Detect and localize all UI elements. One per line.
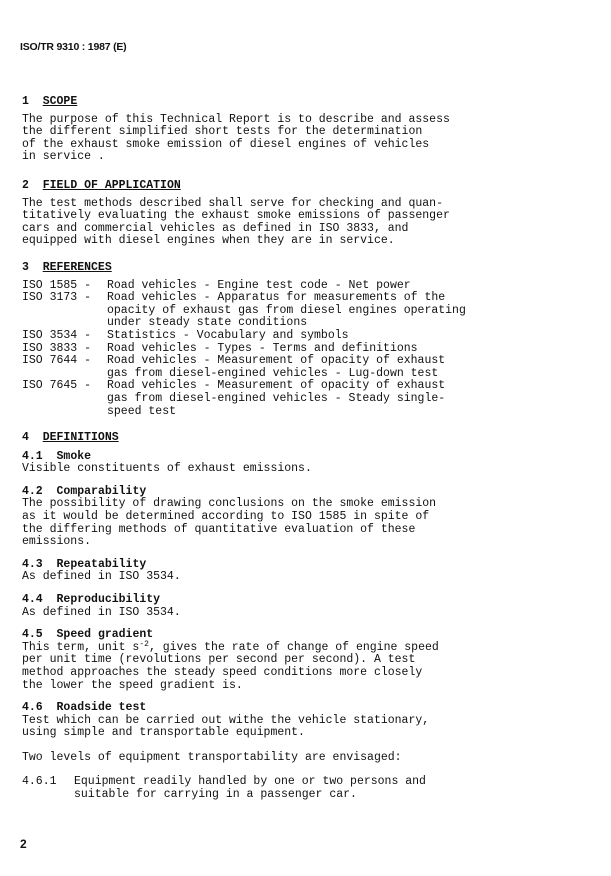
definition-4-6 [22, 702, 602, 740]
reference-code: ISO 7645 - [22, 379, 92, 393]
text-line: Two levels of equipment transportability are envisaged: [22, 750, 402, 764]
section-heading: 1 SCOPE [22, 95, 78, 108]
text-line: As defined in ISO 3534. [22, 570, 181, 584]
definition-heading: 4.2 Comparability [22, 484, 147, 498]
reference-code: ISO 1585 - [22, 278, 92, 292]
reference-code: ISO 3173 - [22, 291, 92, 305]
text-line: titatively evaluating the exhaust smoke emissions of passenger [22, 209, 450, 223]
reference-title: Road vehicles - Types - Terms and definitions [107, 341, 418, 355]
text-line: Equipment readily handled by one or two persons and [74, 775, 426, 789]
text-line: the lower the speed gradient is. [22, 678, 243, 692]
text-line: This term, unit $s^{-2}$, gives the rate of change of engine speed [22, 639, 439, 654]
text-line: the differing methods of quantitative evaluation of these [22, 522, 416, 536]
reference-entry [22, 380, 602, 418]
text-line: Visible constituents of exhaust emissions. [22, 462, 312, 476]
section-heading: 3 REFERENCES [22, 261, 112, 274]
reference-title: under steady state conditions [107, 316, 308, 330]
definition-heading: 4.6 Roadside test [22, 701, 147, 715]
definition-4-5 [22, 629, 602, 692]
definition-4-2 [22, 486, 602, 549]
text-line: the different simplified short tests for the determination [22, 125, 423, 139]
clause-number: 4.6.1 [22, 775, 57, 789]
definition-heading: 4.1 Smoke [22, 449, 92, 463]
reference-entry [22, 355, 602, 380]
definition-4-4 [22, 594, 602, 619]
text-line: of the exhaust smoke emission of diesel engines of vehicles [22, 137, 430, 151]
reference-title: Road vehicles - Measurement of opacity of exhaust [107, 354, 446, 368]
text-line: as it would be determined according to ISO 1585 in spite of [22, 509, 430, 523]
definition-heading: 4.5 Speed gradient [22, 628, 154, 642]
text-line: per unit time (revolutions per second per second). A test [22, 653, 416, 667]
reference-title: Road vehicles - Measurement of opacity of exhaust [107, 379, 446, 393]
text-line: cars and commercial vehicles as defined in ISO 3833, and [22, 221, 409, 235]
text-line: suitable for carrying in a passenger car. [74, 788, 357, 802]
text-line: Test which can be carried out withe the vehicle stationary, [22, 713, 430, 727]
section-scope [22, 96, 602, 164]
definition-heading: 4.3 Repeatability [22, 557, 147, 571]
section-field-of-application [22, 180, 602, 248]
text-line: The purpose of this Technical Report is to describe and assess [22, 112, 450, 126]
section-definitions [22, 432, 602, 802]
text-line: in service . [22, 150, 105, 164]
reference-entry [22, 292, 602, 330]
reference-title: Road vehicles - Engine test code - Net power [107, 278, 411, 292]
reference-title: Statistics - Vocabulary and symbols [107, 328, 349, 342]
section-heading: 4 DEFINITIONS [22, 431, 119, 444]
reference-title: Road vehicles - Apparatus for measurements of the [107, 291, 446, 305]
section-heading: 2 FIELD OF APPLICATION [22, 179, 181, 192]
reference-title: gas from diesel-engined vehicles - Lug-down test [107, 366, 439, 380]
definition-4-1 [22, 451, 602, 476]
reference-title: opacity of exhaust gas from diesel engines operating [107, 303, 466, 317]
text-line: method approaches the steady speed conditions more closely [22, 665, 423, 679]
text-line: As defined in ISO 3534. [22, 605, 181, 619]
definition-4-6-1 [22, 776, 602, 801]
text-line: The possibility of drawing conclusions on the smoke emission [22, 497, 437, 511]
text-line: equipped with diesel engines when they are in service. [22, 234, 395, 248]
definition-4-3 [22, 559, 602, 584]
reference-title: gas from diesel-engined vehicles - Steady single- [107, 391, 446, 405]
text-line: The test methods described shall serve for checking and quan- [22, 196, 443, 210]
reference-code: ISO 7644 - [22, 354, 92, 368]
text-line: emissions. [22, 535, 92, 549]
page-number: 2 [20, 837, 27, 851]
text-line: using simple and transportable equipment. [22, 726, 305, 740]
reference-code: ISO 3534 - [22, 328, 92, 342]
document-header: ISO/TR 9310 : 1987 (E) [20, 41, 127, 53]
reference-entry [22, 330, 602, 343]
reference-code: ISO 3833 - [22, 341, 92, 355]
definition-heading: 4.4 Reproducibility [22, 592, 161, 606]
section-references [22, 262, 602, 418]
reference-title: speed test [107, 404, 177, 418]
